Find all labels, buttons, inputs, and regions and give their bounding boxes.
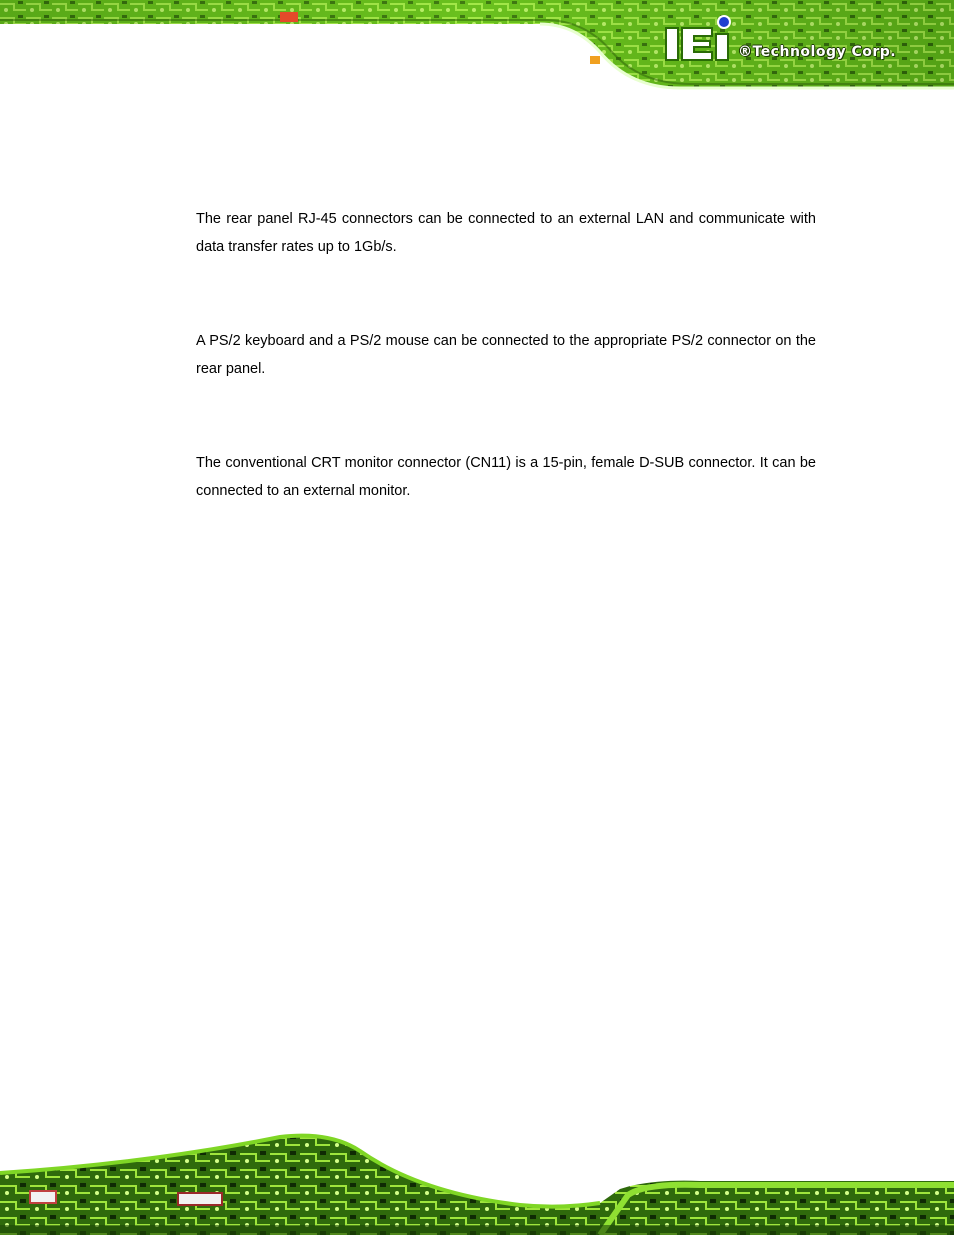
company-logo — [664, 14, 934, 70]
page-header — [0, 0, 954, 100]
paragraph-lan: The rear panel RJ-45 connectors can be connected to an external LAN and communicate with data transfer rates up to 1Gb/s. — [196, 211, 816, 255]
iei-logo-icon — [664, 14, 736, 64]
page-footer — [0, 1133, 954, 1235]
paragraph-ps2: A PS/2 keyboard and a PS/2 mouse can be connected to the appropriate PS/2 connector on the rear panel. — [196, 333, 816, 377]
paragraph-vga: The conventional CRT monitor connector (CN11) is a 15-pin, female D-SUB connector. It can be connected to an external monitor. — [196, 455, 816, 499]
footer-circuit-banner — [0, 1133, 954, 1235]
logo-wordmark: ®Technology Corp. — [738, 44, 897, 60]
